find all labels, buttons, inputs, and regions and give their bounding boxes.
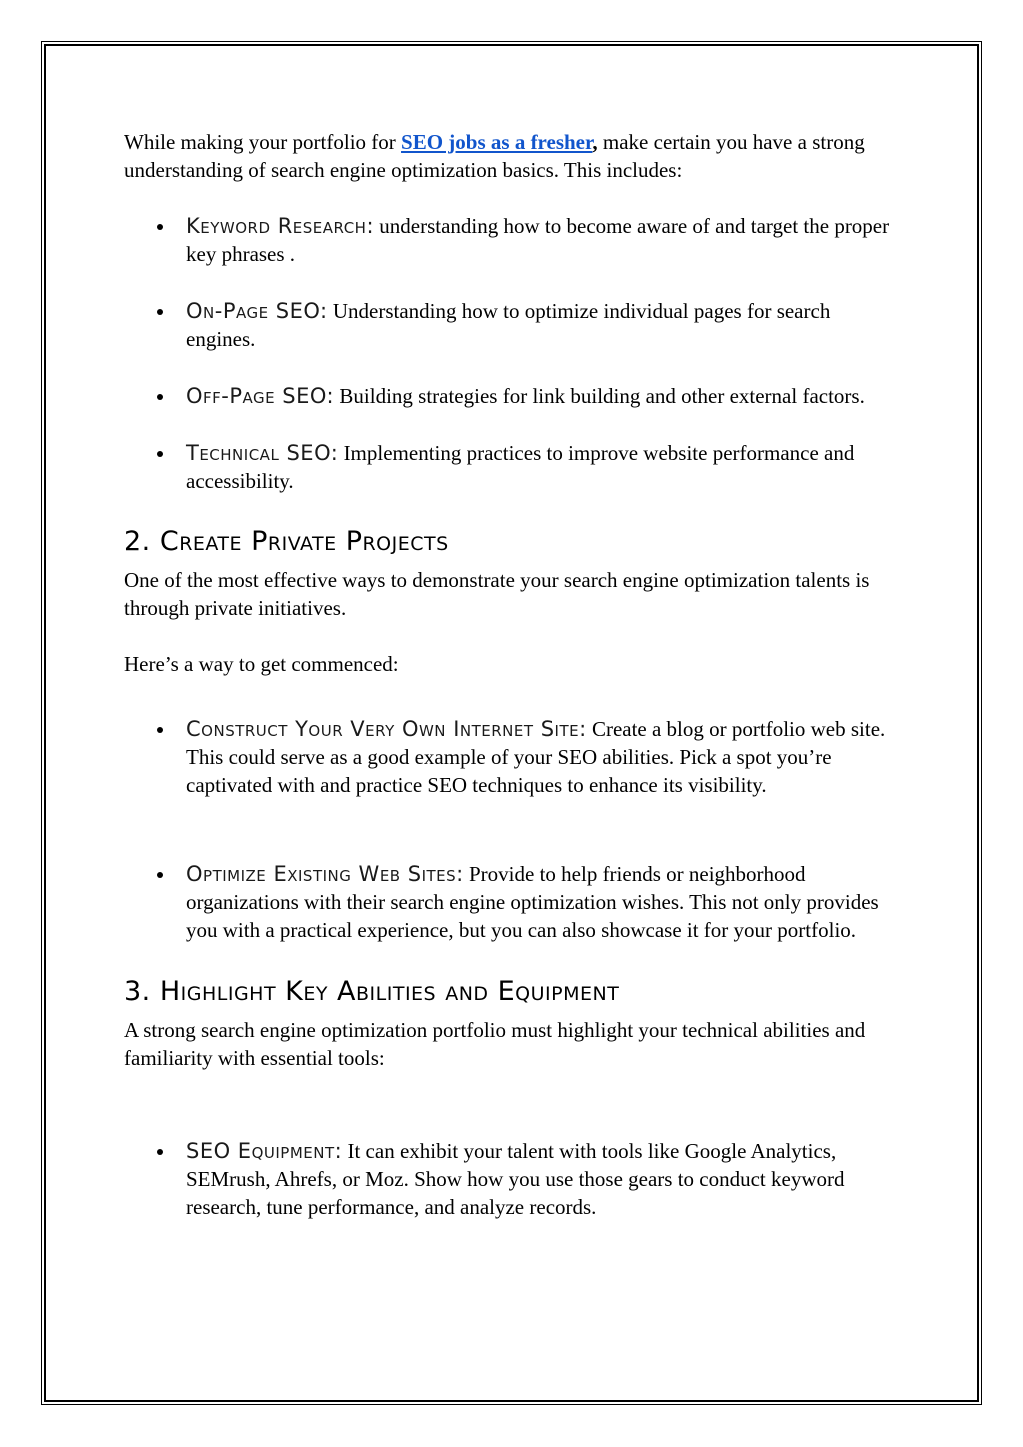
list-item (124, 1137, 904, 1221)
list-item-text: It can exhibit your talent with tools like Google Analytics, SEMrush, Ahrefs, or Moz. Show how you use those gears to conduct keyword research, tune performance, and analyze records. (186, 1139, 845, 1219)
seo-jobs-link[interactable]: SEO jobs as a fresher (401, 130, 593, 154)
list-item-term: Optimize Existing Web Sites: (186, 862, 464, 886)
section-2-lead-in: Here’s a way to get commenced: (124, 652, 399, 676)
list-item (124, 297, 904, 353)
list-item-term: On-Page SEO: (186, 299, 328, 323)
intro-text-after-link: make certain you have a strong understanding of search engine optimization basics. This includes: (124, 130, 865, 182)
list-item-term: Off-Page SEO: (186, 384, 335, 408)
list-item (124, 860, 904, 944)
list-item-term: Construct Your Very Own Internet Site: (186, 717, 587, 741)
list-item-text: understanding how to become aware of and target the proper key phrases . (186, 214, 890, 266)
section-3-heading: 3. Highlight Key Abilities and Equipment (124, 976, 620, 1007)
list-item (124, 439, 904, 495)
tools-list (124, 1137, 904, 1221)
section-2-heading: 2. Create Private Projects (124, 526, 449, 557)
seo-basics-list (124, 212, 904, 495)
list-item-text: Create a blog or portfolio web site. This could serve as a good example of your SEO abilities. Pick a spot you’re captivated with and practice SEO techniques to enhance its visibility. (186, 717, 886, 797)
section-2-paragraph: One of the most effective ways to demonstrate your search engine optimization talents is through private initiatives. (124, 568, 870, 620)
list-item-text: Provide to help friends or neighborhood organizations with their search engine optimization wishes. This not only provides you with a practical experience, but you can also showcase it for your portfolio. (186, 862, 879, 942)
section-3-paragraph: A strong search engine optimization portfolio must highlight your technical abilities and familiarity with essential tools: (124, 1018, 866, 1070)
list-item-text: Understanding how to optimize individual pages for search engines. (186, 299, 831, 351)
bullet-icon (157, 224, 163, 230)
intro-paragraph (124, 128, 904, 184)
document-body (124, 128, 904, 1221)
bullet-icon (157, 394, 163, 400)
list-item-text: Building strategies for link building and other external factors. (334, 384, 865, 408)
bullet-icon (157, 727, 163, 733)
list-item-text: Implementing practices to improve website performance and accessibility. (186, 441, 855, 493)
bullet-icon (157, 451, 163, 457)
bullet-icon (157, 309, 163, 315)
bullet-icon (157, 872, 163, 878)
list-item-term: SEO Equipment: (186, 1139, 343, 1163)
bullet-icon (157, 1149, 163, 1155)
list-item (124, 212, 904, 268)
list-item-term: Keyword Research: (186, 214, 375, 238)
list-item-term: Technical SEO: (186, 441, 339, 465)
list-item (124, 715, 904, 799)
intro-text-before-link: While making your portfolio for (124, 130, 402, 154)
projects-list (124, 715, 904, 944)
intro-comma: , (592, 130, 598, 154)
list-item (124, 382, 904, 410)
